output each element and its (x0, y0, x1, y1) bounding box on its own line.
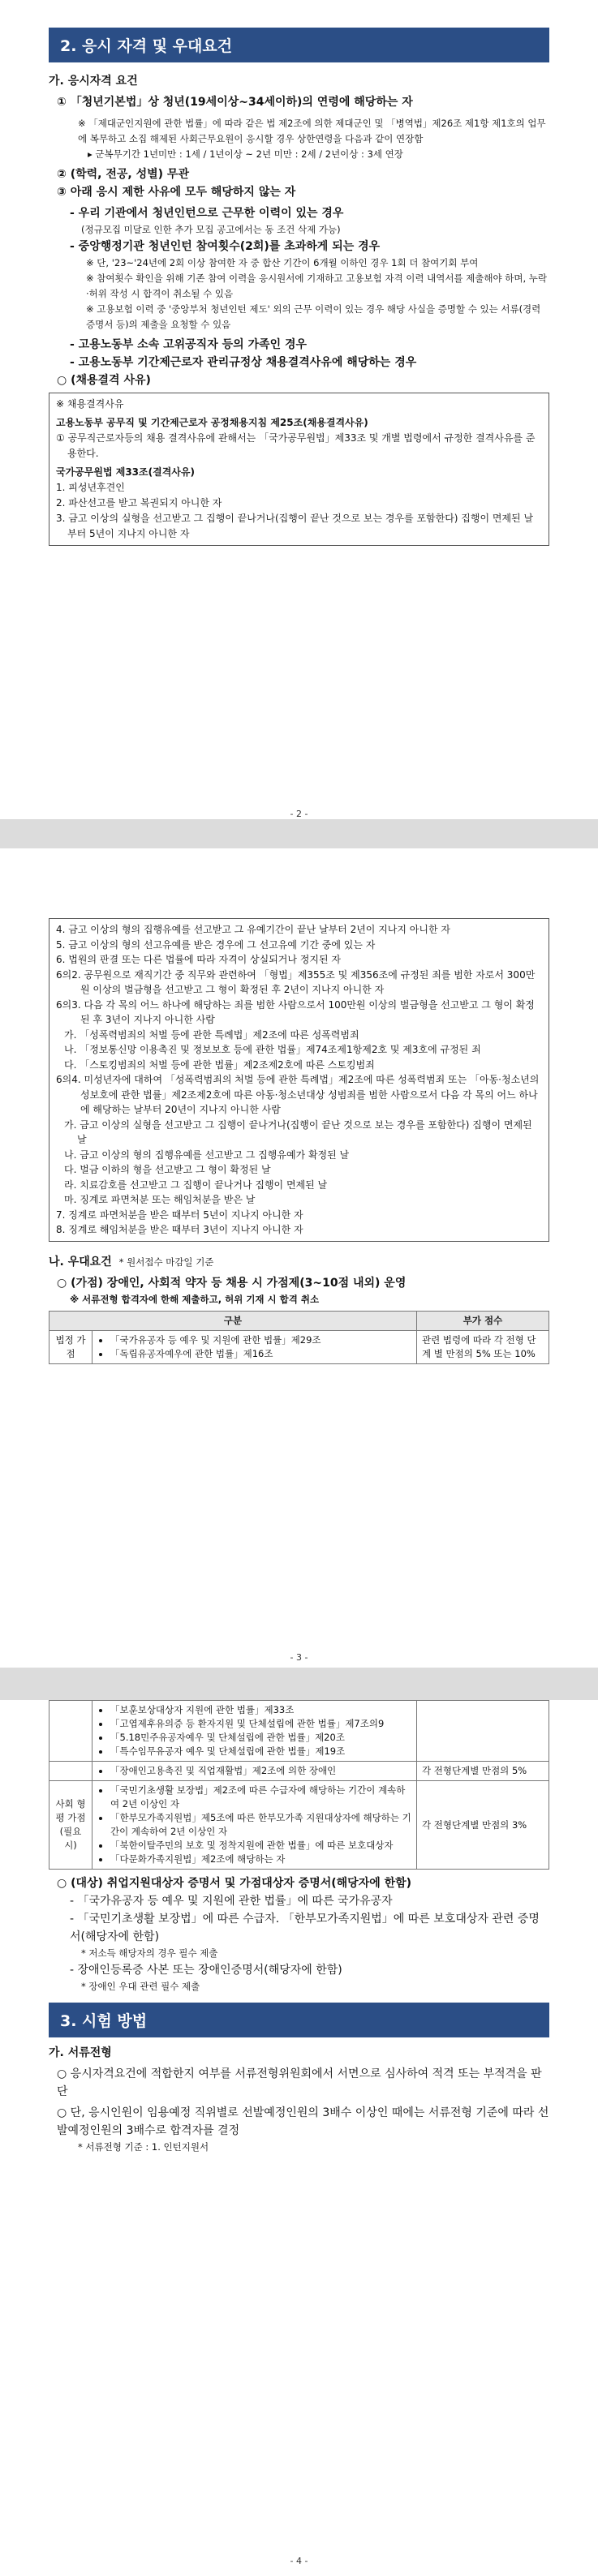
box-law-subitem: 가. 「성폭력범죄의 처벌 등에 관한 특례법」제2조에 따른 성폭력범죄 (64, 1028, 359, 1041)
box-law-item: 6의4. 미성년자에 대하여 「성폭력범죄의 처벌 등에 관한 특례법」제2조에 따른 성폭력범죄 또는 「아동·청소년의 성보호에 관한 법률」제2조제2호에 따른 아동·청소년대상 성범죄를 범한 사람으로서 다음 각 목의 어느 하나에 해당하는 날부터 20년이 지나지 아니한 사람 (56, 1074, 540, 1115)
box-law-item: 1. 피성년후견인 (56, 482, 125, 493)
eligibility-no-restriction: ② (학력, 전공, 성별) 무관 (57, 168, 189, 181)
screening-item: ○ 응시자격요건에 적합한지 여부를 서류전형위원회에서 서면으로 심사하여 적격 또는 부적격을 판단 (57, 2067, 542, 2098)
box-guideline-text: ① 공무직근로자등의 채용 결격사유에 관해서는 「국가공무원법」제33조 및 개별 법령에서 규정한 결격사유를 준용한다. (56, 432, 536, 459)
law-item: • 「보훈보상대상자 지원에 관한 법률」제33조 (110, 1703, 411, 1717)
disqualification-heading: ○ (채용결격 사유) (57, 374, 151, 387)
subsection-preference (49, 1253, 549, 1271)
table-cell-empty (49, 1762, 92, 1781)
box-heading: ※ 채용결격사유 (56, 398, 124, 410)
table-cell-empty (417, 1701, 549, 1762)
law-item: • 「고엽제후유의증 등 환자지원 및 단체설립에 관한 법률」제7조의9 (110, 1717, 411, 1731)
target-documents-heading: ○ (대상) 취업지원대상자 증명서 및 가점대상자 증명서(해당자에 한함) (57, 1877, 412, 1890)
box-law-subitem: 다. 「스토킹범죄의 처벌 등에 관한 법률」제2조제2호에 따른 스토킹범죄 (64, 1058, 375, 1071)
target-item: - 「국민기초생활 보장법」에 따른 수급자. 「한부모가족지원법」에 따른 보호대상자 관련 증명서(해당자에 한함) (70, 1913, 540, 1943)
military-extension-note: ※ 「제대군인지원에 관한 법률」에 따라 같은 법 제2조에 의한 제대군인 및 「병역법」제26조 제1항 제1호의 업무에 복무하고 소집 해제된 사회근무요원이 응시할 경우 상한연령을 다음과 같이 연장함 (78, 118, 546, 144)
target-note: * 저소득 해당자의 경우 필수 제출 (81, 1947, 218, 1959)
subsection-preference-note: * 원서접수 마감일 기준 (118, 1256, 214, 1268)
box-law-subitem: 다. 벌금 이하의 형을 선고받고 그 형이 확정된 날 (64, 1164, 271, 1175)
law-item: • 「특수임무유공자 예우 및 단체설립에 관한 법률」제19조 (110, 1745, 411, 1758)
box-law-item: 5. 금고 이상의 형의 선고유예를 받은 경우에 그 선고유예 기간 중에 있는 자 (56, 938, 376, 951)
box-law-item: 3. 금고 이상의 실형을 선고받고 그 집행이 끝나거나(집행이 끝난 것으로 보는 경우를 포함한다) 집행이 면제된 날부터 5년이 지나지 아니한 자 (56, 513, 534, 539)
box-law-item: 2. 파산선고를 받고 복권되지 아니한 자 (56, 497, 222, 509)
table-header-category: 구분 (49, 1311, 417, 1330)
box-law-subitem: 마. 징계로 파면처분 또는 해임처분을 받은 날 (64, 1194, 256, 1205)
preference-points-note: ※ 서류전형 합격자에 한해 제출하고, 허위 기재 시 합격 취소 (70, 1293, 320, 1305)
preference-table-continued (49, 1700, 549, 1870)
preference-table (49, 1311, 549, 1364)
document-page-2 (0, 0, 598, 819)
page-number: - 4 - (290, 2556, 308, 2566)
box-law-subitem: 라. 치료감호를 선고받고 그 집행이 끝나거나 집행이 면제된 날 (64, 1179, 328, 1191)
box-law-item: 4. 금고 이상의 형의 집행유예를 선고받고 그 유예기간이 끝난 날부터 2년이 지나지 아니한 자 (56, 924, 450, 935)
box-law-item: 7. 징계로 파면처분을 받은 때부터 5년이 지나지 아니한 자 (56, 1209, 303, 1221)
section-title-qualifications: 2. 응시 자격 및 우대요건 (49, 28, 549, 62)
table-header-points: 부가 점수 (417, 1311, 549, 1330)
law-item: • 「장애인고용촉진 및 직업재활법」제2조에 의한 장애인 (110, 1764, 411, 1778)
document-page-3 (0, 848, 598, 1668)
restriction-prior-intern: - 우리 기관에서 청년인턴으로 근무한 이력이 있는 경우 (70, 207, 344, 220)
eligibility-age: ① 「청년기본법」상 청년(19세이상~34세이하)의 연령에 해당하는 자 (57, 96, 413, 109)
table-cell-laws (92, 1330, 417, 1363)
military-extension-detail: ▸ 군복무기간 1년미만 : 1세 / 1년이상 ~ 2년 미만 : 2세 / 2년이상 : 3세 연장 (88, 148, 403, 160)
screening-note: * 서류전형 기준 : 1. 인턴지원서 (78, 2141, 209, 2153)
law-item: • 「북한이탈주민의 보호 및 정착지원에 관한 법률」에 따른 보호대상자 (110, 1839, 411, 1853)
target-note: * 장애인 우대 관련 필수 제출 (81, 1981, 200, 1992)
preference-points-heading: ○ (가점) 장애인, 사회적 약자 등 채용 시 가점제(3~10점 내외) 운영 (57, 1276, 407, 1290)
section-title-exam-method: 3. 시험 방법 (49, 2003, 549, 2037)
law-item: • 「국가유공자 등 예우 및 지원에 관한 법률」제29조 (110, 1333, 411, 1347)
table-cell-empty (49, 1701, 92, 1762)
table-cell-disability (92, 1762, 417, 1781)
page-number: - 2 - (290, 809, 308, 819)
restriction-participation-count: - 중앙행정기관 청년인턴 참여횟수(2회)를 초과하게 되는 경우 (70, 240, 381, 253)
table-cell-points: 관련 법령에 따라 각 전형 단계 별 만점의 5% 또는 10% (417, 1330, 549, 1363)
page-gap (0, 1668, 598, 1700)
box-law-item: 6. 법원의 판결 또는 다른 법률에 따라 자격이 상실되거나 정지된 자 (56, 954, 341, 965)
participation-note-2: ※ 참여횟수 확인을 위해 기존 참여 이력을 응시원서에 기재하고 고용보험 자격 이력 내역서를 제출해야 하며, 누락·허위 작성 시 합격이 취소될 수 있음 (86, 273, 548, 299)
law-item: • 「국민기초생활 보장법」제2조에 따른 수급자에 해당하는 기간이 계속하여 2년 이상인 자 (110, 1784, 411, 1811)
participation-note-3: ※ 고용보험 이력 중 '중앙부처 청년인턴 제도' 외의 근무 이력이 있는 경우 해당 사실을 증명할 수 있는 서류(경력증명서 등)의 제출을 요청할 수 있음 (86, 303, 541, 330)
law-item: • 「5.18민주유공자예우 및 단체설립에 관한 법률」제20조 (110, 1731, 411, 1745)
table-cell-points: 각 전형단계별 만점의 3% (417, 1781, 549, 1870)
page-gap (0, 819, 598, 848)
table-cell-social-equity: 사회 형평 가점 (필요시) (49, 1781, 92, 1870)
table-cell-laws (92, 1701, 417, 1762)
subsection-document-screening: 가. 서류전형 (49, 2046, 112, 2059)
law-item: • 「한부모가족지원법」제5조에 따른 한부모가족 지원대상자에 해당하는 기간이 계속하여 2년 이상인 자 (110, 1811, 411, 1839)
table-cell-laws (92, 1781, 417, 1870)
restriction-disqualification: - 고용노동부 기간제근로자 관리규정상 채용결격사유에 해당하는 경우 (70, 356, 417, 369)
law-item: • 「독립유공자예우에 관한 법률」제16조 (110, 1347, 411, 1361)
restriction-family: - 고용노동부 소속 고위공직자 등의 가족인 경우 (70, 338, 308, 351)
target-item: - 장애인등록증 사본 또는 장애인증명서(해당자에 한함) (70, 1964, 342, 1977)
participation-note-1: ※ 단, '23~'24년에 2회 이상 참여한 자 중 합산 기간이 6개월 이하인 경우 1회 더 참여기회 부여 (86, 257, 479, 268)
eligibility-no-disqualification: ③ 아래 응시 제한 사유에 모두 해당하지 않는 자 (57, 186, 296, 199)
box-law-subitem: 나. 금고 이상의 형의 집행유예를 선고받고 그 집행유예가 확정된 날 (64, 1148, 350, 1161)
disqualification-box-continued (49, 918, 549, 1242)
table-cell-legal-points: 법정 가점 (49, 1330, 92, 1363)
box-law-subitem: 나. 「정보통신망 이용촉진 및 정보보호 등에 관한 법률」제74조제1항제2호 및 제3호에 규정된 죄 (64, 1044, 481, 1055)
target-item: - 「국가유공자 등 예우 및 지원에 관한 법률」에 따른 국가유공자 (70, 1895, 393, 1908)
box-law-item: 6의2. 공무원으로 재직기간 중 직무와 관련하여 「형법」제355조 및 제356조에 규정된 죄를 범한 자로서 300만원 이상의 벌금형을 선고받고 그 형이 확정된 후 2년이 지나지 아니한 자 (56, 968, 536, 995)
box-guideline-title: 고용노동부 공무직 및 기간제근로자 공정채용지침 제25조(채용결격사유) (56, 417, 368, 428)
restriction-prior-intern-note: (정규모집 미달로 인한 추가 모집 공고에서는 동 조건 삭제 가능) (81, 224, 341, 235)
page-number: - 3 - (290, 1652, 308, 1663)
law-item: • 「다문화가족지원법」제2조에 해당하는 자 (110, 1853, 411, 1866)
disqualification-box (49, 393, 549, 546)
box-law-item: 6의3. 다음 각 목의 어느 하나에 해당하는 죄를 범한 사람으로서 100만원 이상의 벌금형을 선고받고 그 형이 확정된 후 3년이 지나지 아니한 사람 (56, 998, 535, 1025)
box-law-subitem: 가. 금고 이상의 실형을 선고받고 그 집행이 끝나거나(집행이 끝난 것으로 보는 경우를 포함한다) 집행이 면제된 날 (64, 1118, 532, 1145)
document-page-4 (0, 1700, 598, 2576)
box-law-item: 8. 징계로 해임처분을 받은 때부터 3년이 지나지 아니한 자 (56, 1224, 303, 1235)
subsection-preference-title: 나. 우대요건 (49, 1255, 112, 1269)
screening-item: ○ 단, 응시인원이 임용예정 직위별로 선발예정인원의 3배수 이상인 때에는 서류전형 기준에 따라 선발예정인원의 3배수로 합격자를 결정 (57, 2106, 549, 2137)
box-law-title: 국가공무원법 제33조(결격사유) (56, 466, 195, 478)
table-cell-points: 각 전형단계별 만점의 5% (417, 1762, 549, 1781)
subsection-eligibility: 가. 응시자격 요건 (49, 75, 138, 88)
